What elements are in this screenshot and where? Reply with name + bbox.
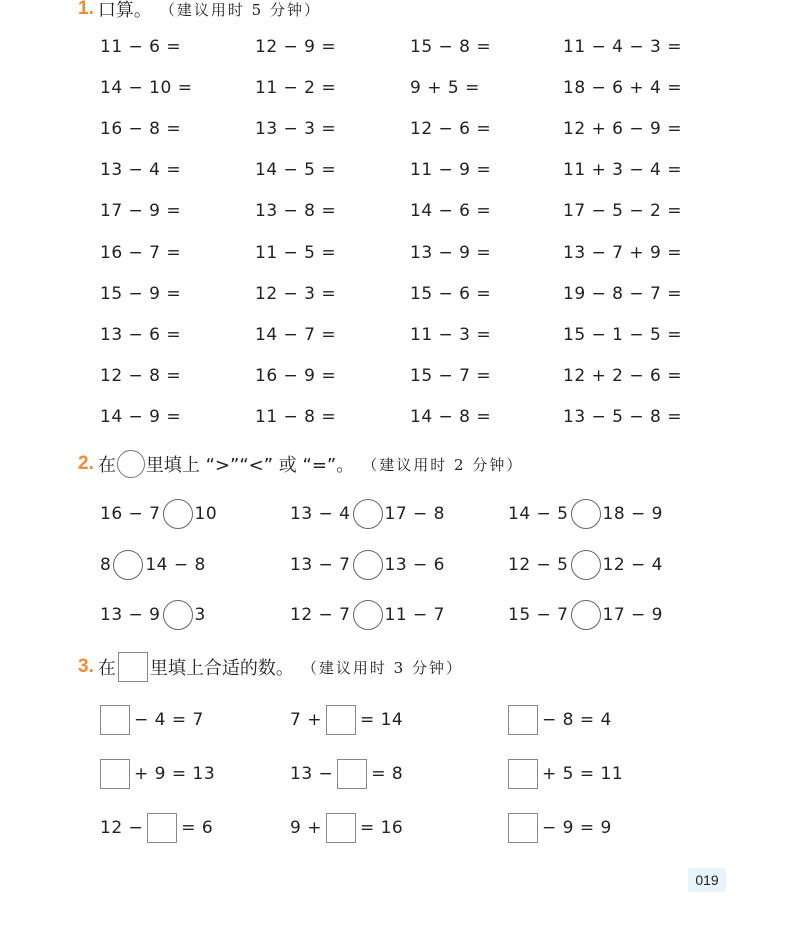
left-expression: 12 − 7 xyxy=(290,605,351,625)
page-number: 019 xyxy=(688,868,726,892)
math-problem: 15 − 6 = xyxy=(410,283,492,304)
comparison-problem xyxy=(508,499,663,529)
math-problem: 13 − 6 = xyxy=(100,324,182,345)
math-problem: 16 − 9 = xyxy=(255,365,337,386)
section-number: 2. xyxy=(78,453,94,474)
comparison-problem xyxy=(508,550,663,580)
right-expression: = 14 xyxy=(359,710,404,730)
math-problem: 12 − 3 = xyxy=(255,283,337,304)
left-expression: 13 − 9 xyxy=(100,605,161,625)
comparison-problem xyxy=(100,550,206,580)
math-problem: 15 − 9 = xyxy=(100,283,182,304)
right-expression: + 5 = 11 xyxy=(542,764,624,784)
answer-circle[interactable] xyxy=(353,550,383,580)
math-problem: 13 − 3 = xyxy=(255,119,337,140)
left-expression: 12 − xyxy=(100,818,144,838)
math-problem: 14 − 6 = xyxy=(410,201,492,222)
math-problem: 13 − 7 + 9 = xyxy=(563,242,683,263)
fill-problem xyxy=(508,705,612,735)
math-problem: 11 − 4 − 3 = xyxy=(563,37,683,57)
math-problem: 15 − 8 = xyxy=(410,37,492,57)
math-problem: 17 − 5 − 2 = xyxy=(563,201,683,222)
left-expression: 14 − 5 xyxy=(508,504,569,524)
time-hint: （建议用时 5 分钟） xyxy=(159,0,321,19)
math-problem: 13 − 9 = xyxy=(410,242,492,263)
comparison-problem xyxy=(290,499,445,529)
fill-problem xyxy=(508,759,623,789)
answer-circle[interactable] xyxy=(353,600,383,630)
math-problem: 16 − 7 = xyxy=(100,242,182,263)
section3-heading xyxy=(78,652,463,682)
math-problem: 16 − 8 = xyxy=(100,119,182,140)
right-expression: 17 − 8 xyxy=(384,504,445,524)
left-expression: 12 − 5 xyxy=(508,554,569,575)
math-problem: 14 − 7 = xyxy=(255,324,337,345)
time-hint: （建议用时 3 分钟） xyxy=(301,658,463,677)
math-problem: 11 − 9 = xyxy=(410,160,492,181)
left-expression: 13 − xyxy=(290,764,334,784)
answer-circle[interactable] xyxy=(571,600,601,630)
answer-box[interactable] xyxy=(100,759,130,789)
math-problem: 11 − 8 = xyxy=(255,406,337,427)
right-expression: 18 − 9 xyxy=(602,504,663,524)
fill-problem xyxy=(508,813,612,843)
right-expression: + 9 = 13 xyxy=(134,764,216,784)
math-problem: 14 − 10 = xyxy=(100,78,193,99)
left-expression: 7 + xyxy=(290,710,322,730)
left-expression: 15 − 7 xyxy=(508,605,569,625)
math-problem: 18 − 6 + 4 = xyxy=(563,78,683,99)
right-expression: 17 − 9 xyxy=(602,605,663,625)
fill-problem xyxy=(100,813,213,843)
answer-box[interactable] xyxy=(326,813,356,843)
math-problem: 11 − 5 = xyxy=(255,242,337,263)
math-problem: 12 − 8 = xyxy=(100,365,182,386)
right-expression: − 4 = 7 xyxy=(134,710,204,730)
section-title-part: 在 xyxy=(97,455,116,476)
section-title-part: 在 xyxy=(97,658,116,679)
answer-box[interactable] xyxy=(326,705,356,735)
math-problem: 11 − 3 = xyxy=(410,324,492,345)
math-problem: 9 + 5 = xyxy=(410,78,480,99)
answer-box[interactable] xyxy=(508,813,538,843)
section-title-part: 里填上合适的数。 xyxy=(149,658,294,679)
math-problem: 15 − 7 = xyxy=(410,365,492,386)
comparison-problem xyxy=(100,499,217,529)
section2-heading xyxy=(78,450,523,478)
right-expression: = 8 xyxy=(371,764,404,784)
left-expression: 8 xyxy=(100,554,112,575)
time-hint: （建议用时 2 分钟） xyxy=(362,455,524,474)
right-expression: 3 xyxy=(194,605,206,625)
math-problem: 11 − 2 = xyxy=(255,78,337,99)
left-expression: 13 − 4 xyxy=(290,504,351,524)
math-problem: 12 + 6 − 9 = xyxy=(563,119,683,140)
section-title-part: 里填上 “>”“<” 或 “=”。 xyxy=(145,455,355,476)
fill-problem xyxy=(100,759,215,789)
section-number: 3. xyxy=(78,656,94,677)
right-expression: = 16 xyxy=(359,818,404,838)
right-expression: − 9 = 9 xyxy=(542,818,612,838)
right-expression: 13 − 6 xyxy=(384,554,445,575)
right-expression: 11 − 7 xyxy=(384,605,445,625)
math-problem: 15 − 1 − 5 = xyxy=(563,324,683,345)
comparison-problem xyxy=(508,600,663,630)
math-problem: 17 − 9 = xyxy=(100,201,182,222)
left-expression: 9 + xyxy=(290,818,322,838)
answer-box[interactable] xyxy=(508,759,538,789)
math-problem: 14 − 8 = xyxy=(410,406,492,427)
math-problem: 11 − 6 = xyxy=(100,37,182,57)
fill-problem xyxy=(290,705,403,735)
answer-circle[interactable] xyxy=(353,499,383,529)
comparison-problem xyxy=(290,600,445,630)
math-problem: 14 − 5 = xyxy=(255,160,337,181)
right-expression: = 6 xyxy=(181,818,214,838)
right-expression: 12 − 4 xyxy=(602,554,663,575)
comparison-problem xyxy=(290,550,445,580)
right-expression: 10 xyxy=(194,504,218,524)
answer-box[interactable] xyxy=(147,813,177,843)
section-title: 口算。 xyxy=(97,0,152,21)
answer-box[interactable] xyxy=(508,705,538,735)
math-problem: 12 − 9 = xyxy=(255,37,337,57)
math-problem: 13 − 4 = xyxy=(100,160,182,181)
answer-box[interactable] xyxy=(100,705,130,735)
math-problem: 12 − 6 = xyxy=(410,119,492,140)
answer-box[interactable] xyxy=(337,759,367,789)
fill-problem xyxy=(100,705,204,735)
fill-problem xyxy=(290,813,403,843)
section1-heading xyxy=(78,0,321,22)
box-symbol-icon xyxy=(118,652,148,682)
answer-circle[interactable] xyxy=(163,499,193,529)
circle-symbol-icon xyxy=(117,450,145,478)
fill-problem xyxy=(290,759,403,789)
answer-circle[interactable] xyxy=(113,550,143,580)
comparison-problem xyxy=(100,600,206,630)
right-expression: − 8 = 4 xyxy=(542,710,612,730)
math-problem: 11 + 3 − 4 = xyxy=(563,160,683,181)
math-problem: 13 − 5 − 8 = xyxy=(563,406,683,427)
math-problem: 19 − 8 − 7 = xyxy=(563,283,683,304)
left-expression: 16 − 7 xyxy=(100,504,161,524)
math-problem: 13 − 8 = xyxy=(255,201,337,222)
math-problem: 12 + 2 − 6 = xyxy=(563,365,683,386)
answer-circle[interactable] xyxy=(163,600,193,630)
left-expression: 13 − 7 xyxy=(290,554,351,575)
section-number: 1. xyxy=(78,0,94,19)
right-expression: 14 − 8 xyxy=(145,554,206,575)
answer-circle[interactable] xyxy=(571,550,601,580)
answer-circle[interactable] xyxy=(571,499,601,529)
math-problem: 14 − 9 = xyxy=(100,406,182,427)
